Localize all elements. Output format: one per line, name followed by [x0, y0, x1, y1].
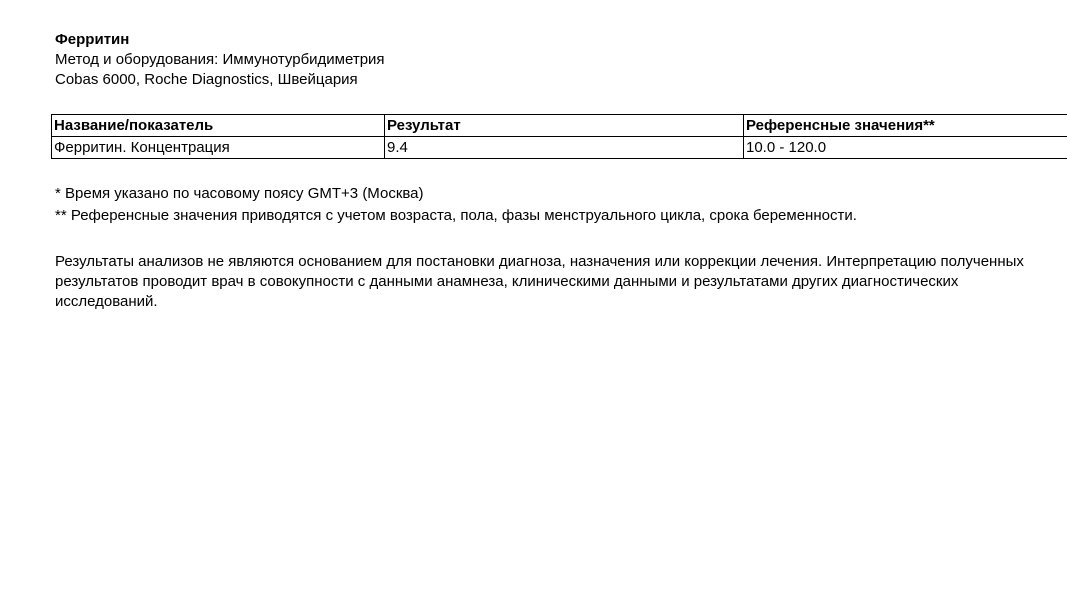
cell-indicator-name: Ферритин. Концентрация [52, 137, 385, 159]
footnote-timezone: * Время указано по часовому поясу GMT+3 (Москва) [55, 185, 424, 202]
column-header-name: Название/показатель [52, 115, 385, 137]
footnotes [55, 183, 1055, 227]
test-title: Ферритин [55, 31, 130, 48]
disclaimer-text: Результаты анализов не являются основанием для постановки диагноза, назначения или коррекции лечения. Интерпретацию полученных результатов проводит врач в совокупности с данными анамнеза, клиническими данными и результатами других диагностических исследований. [55, 253, 1024, 310]
table-header-row [52, 115, 1067, 137]
cell-reference-range: 10.0 - 120.0 [744, 137, 1067, 159]
method-line: Метод и оборудования: Иммунотурбидиметрия [55, 51, 385, 68]
table-row [52, 137, 1067, 159]
cell-result-value: 9.4 [385, 137, 744, 159]
column-header-reference: Референсные значения** [744, 115, 1067, 137]
column-header-result: Результат [385, 115, 744, 137]
document-header [55, 30, 1067, 90]
results-table [51, 114, 1067, 159]
equipment-line: Cobas 6000, Roche Diagnostics, Швейцария [55, 71, 358, 88]
footnote-reference-values: ** Референсные значения приводятся с учетом возраста, пола, фазы менструального цикла, срока беременности. [55, 207, 857, 224]
